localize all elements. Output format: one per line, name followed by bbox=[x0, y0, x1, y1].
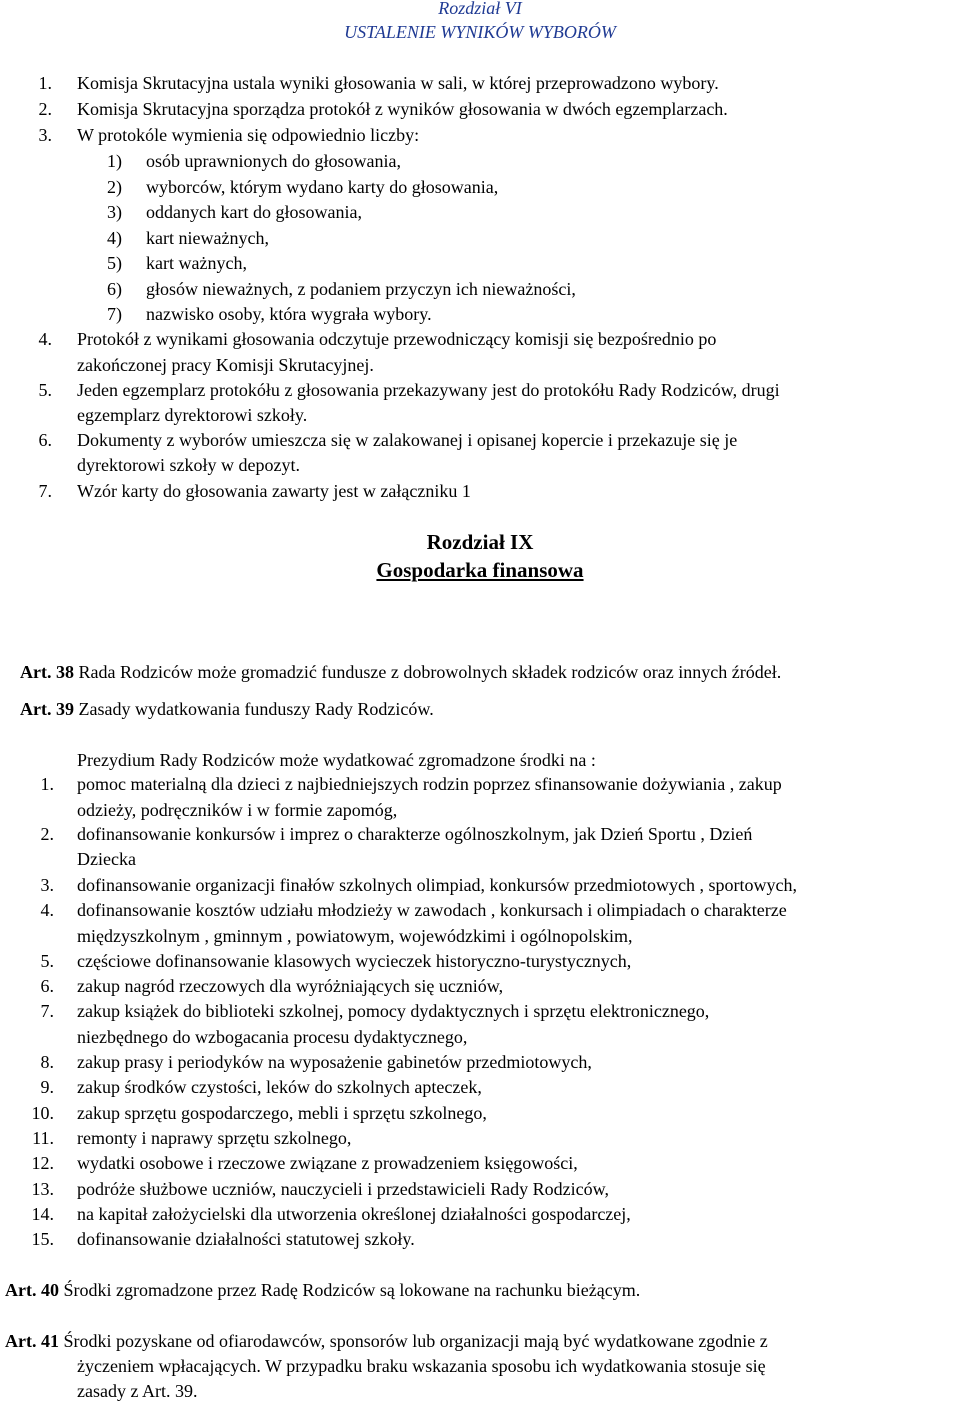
article-41-continuation: zasady z Art. 39. bbox=[77, 1381, 198, 1401]
presidium-intro: Prezydium Rady Rodziców może wydatkować zgromadzone środki na : bbox=[77, 750, 596, 770]
document-page: Rozdział VI USTALENIE WYNIKÓW WYBORÓW 1. Komisja Skrutacyjna ustala wyniki głosowania w sali, w której przeprowadzono wybory. 2. Komisja Skrutacyjna sporządza protokół z wyników głosowania w dwóch egzemplarzach. 3. W protokóle wymienia się odpowiednio liczby: 1) osób uprawnionych do głosowania, 2) wyborców, którym wydano karty do głosowania, 3) oddanych kart do głosowania, 4) kart nieważnych, 5) kart ważnych, 6) głosów nieważnych, z podaniem przyczyn ich nieważności, 7) nazwisko osoby, która wygrała wybory. 4. Protokół z wynikami głosowania odczytuje przewodniczący komisji się bezpośrednio po zakończonej pracy Komisji Skrutacyjnej. 5. Jeden egzemplarz protokółu z głosowania przekazywany jest do protokółu Rady Rodziców, drugi egzemplarz dyrektorowi szkoły. 6. Dokumenty z wyborów umieszcza się w zalakowanej i opisanej kopercie i przekazuje się je dyrektorowi szkoły w depozyt. 7. Wzór karty do głosowania zawarty jest w załączniku 1 Rozdział IX Gospodarka finansowa Art. 38 Rada Rodziców może gromadzić fundusze z dobrowolnych składek rodziców oraz innych źródeł. Art. 39 Zasady wydatkowania funduszy Rady Rodziców. Prezydium Rady Rodziców może wydatkować zgromadzone środki na : 1. pomoc materialną dla dzieci z najbiedniejszych rodzin poprzez sfinansowanie dożywiania , zakup odzieży, podręczników i w formie zapomóg, 2. dofinansowanie konkursów i imprez o charakterze ogólnoszkolnym, jak Dzień Sportu , Dzień Dziecka 3. dofinansowanie organizacji finałów szkolnych olimpiad, konkursów przedmiotowych , sportowych, 4. dofinansowanie kosztów udziału młodzieży w zawodach , konkursach i olimpiadach o charakterze międzyszkolnym , gminnym , powiatowym, wojewódzkimi i ogólnopolskim, 5. częściowe dofinansowanie klasowych wycieczek historyczno-turystycznych, 6. zakup nagród rzeczowych dla wyróżniających się uczniów, 7. zakup książek do biblioteki szkolnej, pomocy dydaktycznych i sprzętu elektronicznego, niezbędnego do wzbogacania procesu dydaktycznego, 8. zakup prasy i periodyków na wyposażenie gabinetów przedmiotowych, 9. zakup środków czystości, leków do szkolnych apteczek, 10. zakup sprzętu gospodarczego, mebli i sprzętu szkolnego, 11. remonty i naprawy sprzętu szkolnego, 12. wydatki osobowe i rzeczowe związane z prowadzeniem księgowości, 13. podróże służbowe uczniów, nauczycieli i przedstawicieli Rady Rodziców, 14. na kapitał założycielski dla utworzenia określonej działalności gospodarczej, 15. dofinansowanie działalności statutowej szkoły. Art. 40 Środki zgromadzone przez Radę Rodziców są lokowane na rachunku bieżącym. Art. 41 Środki pozyskane od ofiarodawców, sponsorów lub organizacji mają być wydatkowane zgodnie z życzeniem wpłacających. W przypadku braku wskazania sposobu ich wydatkowania stosuje się zasady z Art. 39. bbox=[0, 0, 960, 1405]
chapter-9-subtitle: Gospodarka finansowa bbox=[376, 558, 584, 582]
article-41: Art. 41 Środki pozyskane od ofiarodawców, sponsorów lub organizacji mają być wydatkowane zgodnie z bbox=[5, 1331, 768, 1351]
chapter-6-subtitle: USTALENIE WYNIKÓW WYBORÓW bbox=[344, 22, 616, 42]
article-39: Art. 39 Zasady wydatkowania funduszy Rady Rodziców. bbox=[20, 699, 434, 719]
article-38: Art. 38 Rada Rodziców może gromadzić fundusze z dobrowolnych składek rodziców oraz innych źródeł. bbox=[20, 662, 782, 682]
article-41-continuation: życzeniem wpłacających. W przypadku braku wskazania sposobu ich wydatkowania stosuje się bbox=[77, 1356, 766, 1376]
article-40: Art. 40 Środki zgromadzone przez Radę Rodziców są lokowane na rachunku bieżącym. bbox=[5, 1280, 641, 1300]
chapter-9-title: Rozdział IX bbox=[426, 530, 534, 554]
chapter-6-title: Rozdział VI bbox=[438, 0, 522, 18]
